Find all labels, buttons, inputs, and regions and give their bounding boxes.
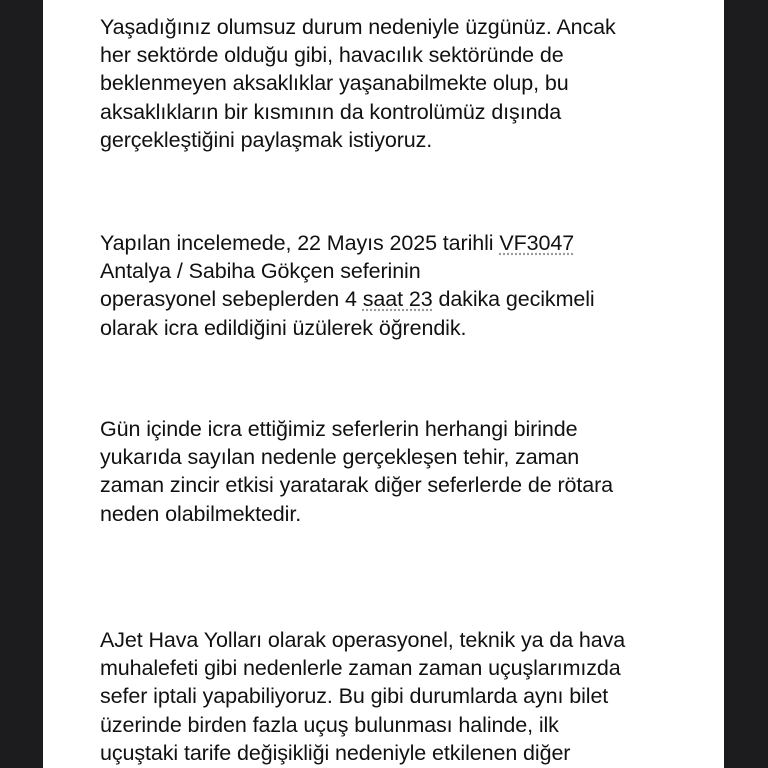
text-segment: dakika gecikmeli bbox=[432, 287, 595, 312]
text-line bbox=[100, 285, 720, 313]
text-line: neden olabilmektedir. bbox=[100, 501, 302, 526]
text-line: zaman zincir etkisi yaratarak diğer seferlerde de rötara bbox=[100, 473, 614, 498]
text-line: beklenmeyen aksaklıklar yaşanabilmekte olup, bu bbox=[100, 71, 569, 96]
text-line: olarak icra edildiğini üzülerek öğrendik. bbox=[100, 315, 467, 340]
text-line: her sektörde olduğu gibi, havacılık sektöründe de bbox=[100, 43, 564, 68]
duration-link[interactable]: saat 23 bbox=[362, 287, 433, 312]
text-line: yukarıda sayılan nedenle gerçekleşen tehir, zaman bbox=[100, 445, 580, 470]
paragraph-apology bbox=[100, 13, 720, 154]
paragraph-cancellation-policy bbox=[100, 626, 720, 767]
flight-number-link[interactable]: VF3047 bbox=[499, 231, 575, 255]
text-segment: Yapılan incelemede, 22 Mayıs 2025 tarihli bbox=[100, 231, 500, 255]
text-segment: operasyonel sebeplerden 4 bbox=[100, 287, 363, 312]
document-page bbox=[43, 0, 724, 768]
text-line: üzerinde birden fazla uçuş bulunması halinde, ilk bbox=[100, 712, 559, 737]
text-line: AJet Hava Yolları olarak operasyonel, teknik ya da hava bbox=[100, 628, 626, 652]
paragraph-investigation bbox=[100, 229, 720, 342]
text-line: Yaşadığınız olumsuz durum nedeniyle üzgünüz. Ancak bbox=[100, 15, 616, 39]
text-line: sefer iptali yapabiliyoruz. Bu gibi durumlarda aynı bilet bbox=[100, 684, 609, 709]
text-line: uçuştaki tarife değişikliği nedeniyle etkilenen diğer bbox=[100, 740, 571, 765]
text-line: aksaklıkların bir kısmının da kontrolümüz dışında bbox=[100, 99, 562, 124]
text-line: Gün içinde icra ettiğimiz seferlerin herhangi birinde bbox=[100, 417, 578, 441]
text-line: gerçekleştiğini paylaşmak istiyoruz. bbox=[100, 127, 433, 152]
paragraph-chain-effect bbox=[100, 415, 720, 528]
text-line: Antalya / Sabiha Gökçen seferinin bbox=[100, 259, 421, 284]
text-line: muhalefeti gibi nedenlerle zaman zaman uçuşlarımızda bbox=[100, 656, 621, 681]
text-line bbox=[100, 229, 720, 257]
